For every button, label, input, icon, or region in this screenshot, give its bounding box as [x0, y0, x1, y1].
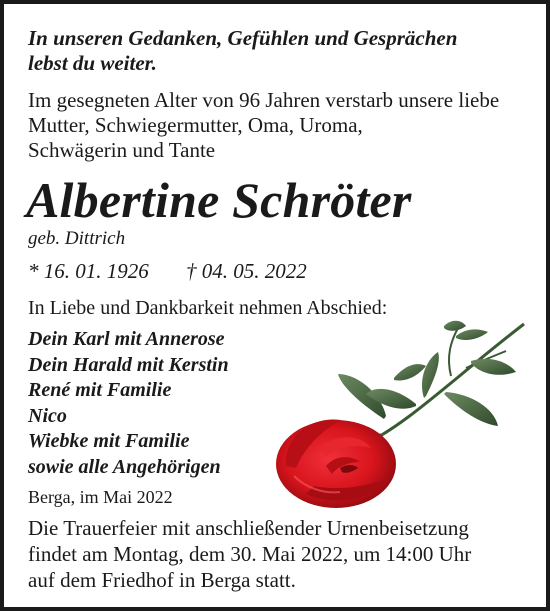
birth-date: * 16. 01. 1926 [28, 259, 149, 283]
mourner: René mit Familie [28, 379, 172, 401]
motto-line-2: lebst du weiter. [28, 51, 157, 75]
intro-text [28, 88, 499, 163]
service-line-2: findet am Montag, dem 30. Mai 2022, um 14:00 Uhr [28, 542, 472, 566]
rose-icon [266, 316, 542, 516]
farewell-line: In Liebe und Dankbarkeit nehmen Abschied: [28, 297, 388, 319]
service-line-1: Die Trauerfeier mit anschließender Urnenbeisetzung [28, 516, 469, 540]
intro-line-3: Schwägerin und Tante [28, 138, 216, 162]
death-date: † 04. 05. 2022 [186, 259, 307, 283]
service-notice [28, 515, 471, 593]
mourner: Wiebke mit Familie [28, 430, 190, 452]
motto-line-1: In unseren Gedanken, Gefühlen und Gesprächen [28, 26, 458, 50]
motto [28, 26, 457, 76]
mourner: Dein Karl mit Annerose [28, 328, 225, 350]
life-dates [28, 259, 307, 284]
deceased-name: Albertine Schröter [26, 172, 412, 228]
mourners-list [28, 327, 229, 480]
mourner: Dein Harald mit Kerstin [28, 353, 229, 376]
mourner: Nico [28, 404, 67, 427]
service-line-3: auf dem Friedhof in Berga statt. [28, 568, 296, 592]
mourner: sowie alle Angehörigen [28, 455, 221, 478]
birth-name: geb. Dittrich [28, 228, 126, 249]
place-date: Berga, im Mai 2022 [28, 487, 173, 507]
intro-line-1: Im gesegneten Alter von 96 Jahren verstarb unsere liebe [28, 88, 500, 112]
intro-line-2: Mutter, Schwiegermutter, Oma, Uroma, [28, 113, 363, 137]
